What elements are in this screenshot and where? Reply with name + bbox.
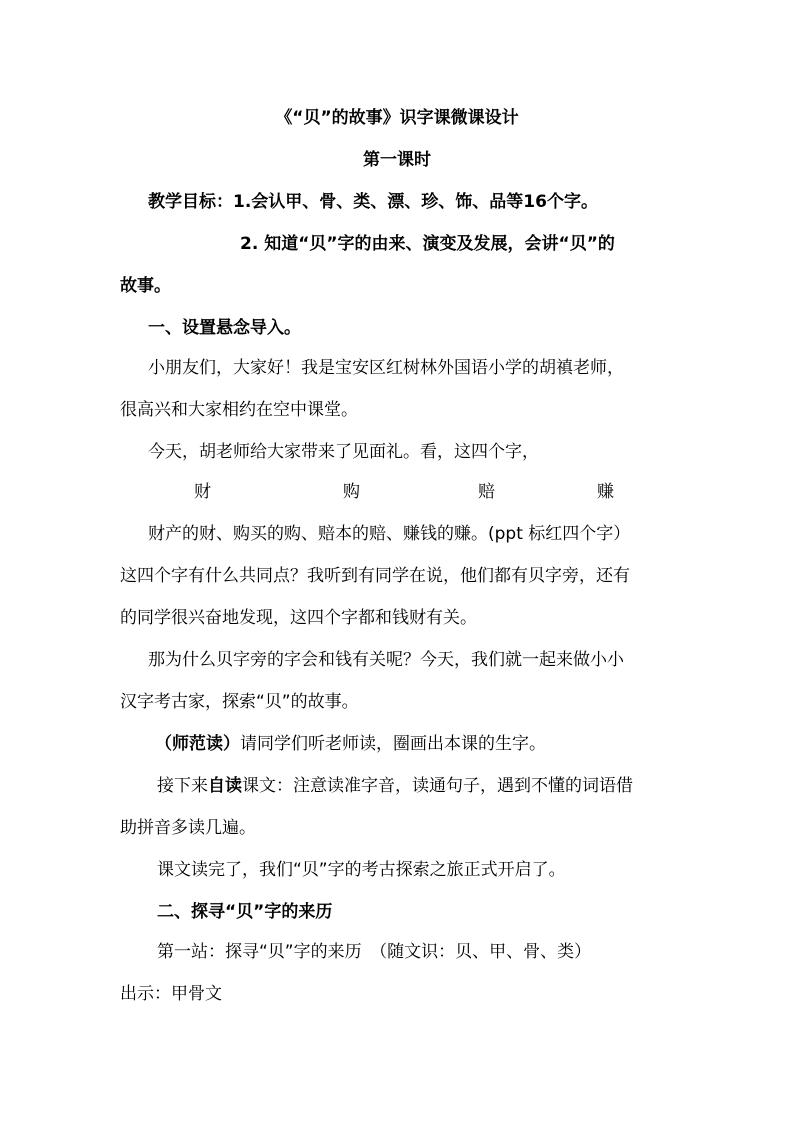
paragraph-chars-explain-2: 这四个字有什么共同点？我听到有同学在说，他们都有贝字旁，还有 — [120, 566, 630, 586]
self-reading-text: 课文：注意读准字音，读通句子，遇到不懂的词语借 — [242, 776, 633, 796]
paragraph-intro-cont: 很高兴和大家相约在空中课堂。 — [120, 400, 358, 420]
paragraph-journey: 课文读完了，我们“贝”字的考古探索之旅正式开启了。 — [157, 860, 566, 880]
teaching-goal-2-cont: 故事。 — [120, 276, 171, 296]
paragraph-station-1: 第一站：探寻“贝”字的来历 （随文识：贝、甲、骨、类） — [157, 942, 592, 962]
paragraph-self-reading-cont: 助拼音多读几遍。 — [120, 818, 256, 838]
teaching-goal-1: 教学目标：1.会认甲、骨、类、漂、珍、饰、品等16个字。 — [148, 192, 598, 212]
paragraph-question: 那为什么贝字旁的字会和钱有关呢？今天，我们就一起来做小小 — [148, 650, 624, 670]
paragraph-self-reading — [157, 774, 633, 798]
self-reading-prefix: 接下来 — [157, 776, 208, 796]
paragraph-chars-explain: 财产的财、购买的购、赔本的赔、赚钱的赚。(ppt 标红四个字） — [148, 524, 631, 544]
teaching-goal-2: 2. 知道“贝”字的由来、演变及发展，会讲“贝”的 — [240, 234, 615, 254]
section-heading-1: 一、设置悬念导入。 — [148, 318, 301, 338]
paragraph-teacher-reading — [155, 732, 546, 756]
self-reading-label: 自读 — [208, 776, 242, 796]
teacher-reading-text: 请同学们听老师读，圈画出本课的生字。 — [240, 734, 546, 754]
document-subtitle: 第一课时 — [363, 150, 431, 170]
paragraph-show-oracle: 出示：甲骨文 — [120, 984, 222, 1004]
paragraph-intro: 小朋友们，大家好！我是宝安区红树林外国语小学的胡禛老师， — [148, 358, 624, 378]
char-zhuan: 赚 — [597, 482, 614, 502]
section-heading-2: 二、探寻“贝”字的来历 — [157, 902, 333, 922]
char-pei: 赔 — [478, 482, 495, 502]
teacher-reading-label: （师范读） — [155, 734, 240, 754]
document-title: 《“贝”的故事》识字课微课设计 — [275, 108, 519, 128]
paragraph-chars-explain-3: 的同学很兴奋地发现，这四个字都和钱财有关。 — [120, 608, 477, 628]
char-gou: 购 — [343, 482, 360, 502]
four-characters-row — [0, 480, 794, 504]
paragraph-question-cont: 汉字考古家，探索“贝”的故事。 — [120, 692, 359, 712]
char-cai: 财 — [194, 482, 211, 502]
paragraph-gift: 今天，胡老师给大家带来了见面礼。看，这四个字， — [148, 442, 539, 462]
